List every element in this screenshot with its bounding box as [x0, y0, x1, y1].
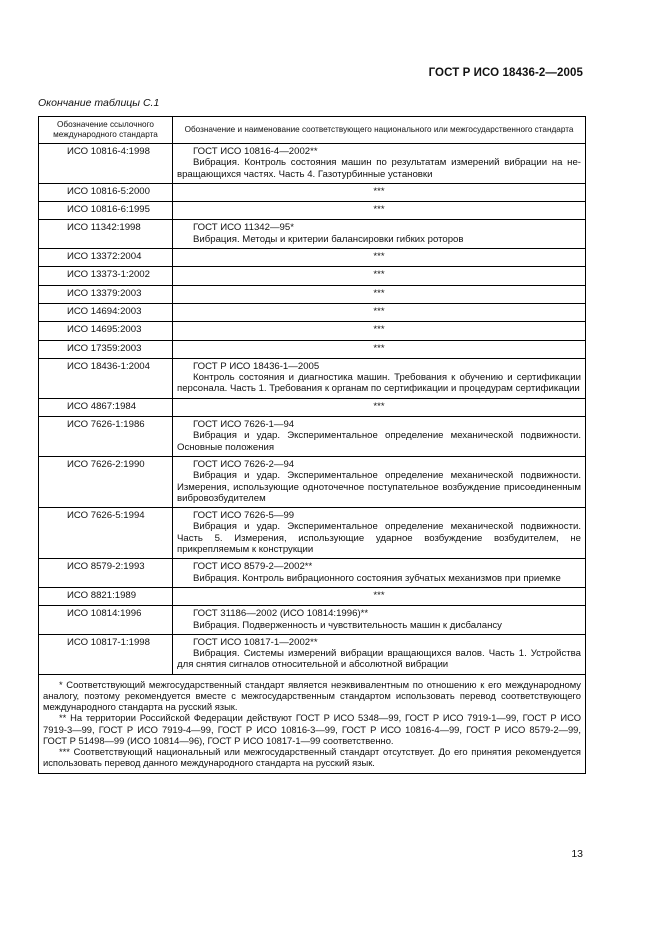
- reference-standards-table: [38, 116, 586, 774]
- national-standard-cell: [173, 634, 586, 674]
- national-standard-title: Вибрация. Контроль вибрационного состояния зубчатых механизмов при приемке: [193, 572, 561, 584]
- no-equivalent-marker: ***: [173, 202, 586, 220]
- international-standard-cell: ИСО 17359:2003: [39, 340, 173, 358]
- national-standard-cell: [173, 358, 586, 398]
- footnote-3: *** Соответствующий национальный или межгосударственный стандарт отсутствует. До его принятия рекомендуется использовать перевод данного международного стандарта на русский язык.: [43, 745, 581, 769]
- document-code: ГОСТ Р ИСО 18436-2—2005: [428, 67, 583, 79]
- international-standard-cell: ИСО 10816-5:2000: [39, 183, 173, 201]
- no-equivalent-marker: ***: [173, 285, 586, 303]
- table-row: [39, 303, 586, 321]
- no-equivalent-marker: ***: [173, 267, 586, 285]
- national-standard-cell: [173, 417, 586, 457]
- national-standard-cell: [173, 456, 586, 507]
- national-standard-title: Вибрация. Подверженность и чувствительность машин к дисбалансу: [193, 619, 502, 631]
- national-standard-code: ГОСТ ИСО 10816-4—2002**: [193, 146, 318, 157]
- footnotes-cell: [39, 674, 586, 774]
- national-standard-code: ГОСТ ИСО 8579-2—2002**: [193, 561, 313, 573]
- international-standard-cell: ИСО 13373-1:2002: [39, 267, 173, 285]
- international-standard-cell: ИСО 11342:1998: [39, 220, 173, 249]
- national-standard-code: ГОСТ ИСО 7626-2—94: [193, 458, 295, 470]
- national-standard-title: Вибрация. Системы измерений вибрации вращающихся валов. Часть 1. Устройства для снятия сигналов относительной и абсолютной вибрации: [177, 648, 581, 671]
- table-row: [39, 202, 586, 220]
- no-equivalent-marker: ***: [173, 587, 586, 605]
- no-equivalent-marker: ***: [173, 398, 586, 416]
- national-standard-title: Контроль состояния и диагностика машин. Требования к обучению и сертификации персонала. Часть 1. Требования к органам по сертификации и процедурам сертификации: [177, 372, 581, 395]
- table-caption: Окончание таблицы С.1: [38, 97, 160, 109]
- international-standard-cell: ИСО 14695:2003: [39, 322, 173, 340]
- national-standard-code: ГОСТ 31186—2002 (ИСО 10814:1996)**: [193, 608, 369, 620]
- no-equivalent-marker: ***: [173, 322, 586, 340]
- national-standard-title: Вибрация и удар. Экспериментальное определение механической подвижности. Основные положения: [177, 430, 581, 453]
- table-body: [39, 144, 586, 675]
- international-standard-cell: ИСО 7626-5:1994: [39, 508, 173, 559]
- international-standard-cell: ИСО 13379:2003: [39, 285, 173, 303]
- page-number: 13: [571, 848, 583, 860]
- national-standard-title: Вибрация. Контроль состояния машин по результатам измерений вибрации на не-вращающихся частях. Часть 4. Газотурбинные установки: [177, 157, 581, 180]
- international-standard-cell: ИСО 7626-2:1990: [39, 456, 173, 507]
- table-row: [39, 508, 586, 559]
- table-row: [39, 340, 586, 358]
- table-row: [39, 183, 586, 201]
- national-standard-code: ГОСТ ИСО 10817-1—2002**: [193, 636, 318, 648]
- national-standard-title: Вибрация и удар. Экспериментальное определение механической подвижности. Часть 5. Измерения, использующие ударное возбуждение возбудителем, не прикрепляемым к конструкции: [177, 521, 581, 556]
- international-standard-cell: ИСО 7626-1:1986: [39, 417, 173, 457]
- national-standard-title: Вибрация и удар. Экспериментальное определение механической подвижности. Измерения, использующие одноточечное поступательное возбуждение присоединенным вибровозбудителем: [177, 470, 581, 504]
- column-header-national: Обозначение и наименование соответствующего национального или межгосударственного стандарта: [173, 117, 586, 144]
- table-row: [39, 249, 586, 267]
- national-standard-cell: [173, 220, 586, 249]
- table-header-row: [39, 117, 586, 144]
- international-standard-cell: ИСО 4867:1984: [39, 398, 173, 416]
- table-row: [39, 267, 586, 285]
- no-equivalent-marker: ***: [173, 340, 586, 358]
- international-standard-cell: ИСО 10816-4:1998: [39, 144, 173, 184]
- table-row: [39, 559, 586, 588]
- international-standard-cell: ИСО 8579-2:1993: [39, 559, 173, 588]
- international-standard-cell: ИСО 8821:1989: [39, 587, 173, 605]
- table-row: [39, 322, 586, 340]
- international-standard-cell: ИСО 10814:1996: [39, 606, 173, 635]
- footnote-1: * Соответствующий межгосударственный стандарт является неэквивалентным по отношению к его международному аналогу, поэтому рекомендуется вместе с межгосударственным стандартом использовать перевод соответствующего международного стандарта на русский язык.: [43, 678, 581, 713]
- table-row: [39, 358, 586, 398]
- international-standard-cell: ИСО 18436-1:2004: [39, 358, 173, 398]
- table-row: [39, 456, 586, 507]
- international-standard-cell: ИСО 10816-6:1995: [39, 202, 173, 220]
- national-standard-code: ГОСТ Р ИСО 18436-1—2005: [193, 360, 320, 372]
- footnote-2: ** На территории Российской Федерации действуют ГОСТ Р ИСО 5348—99, ГОСТ Р ИСО 7919-1—99, ГОСТ Р ИСО 7919-3—99, ГОСТ Р ИСО 7919-4—99, ГОСТ Р ИСО 10816-3—99, ГОСТ Р ИСО 10816-4—99, ГОСТ Р ИСО 8579-2—99, ГОСТ Р 51498—99 (ИСО 10814—96), ГОСТ Р ИСО 10817-1—99 соответственно.: [43, 712, 581, 746]
- national-standard-cell: [173, 508, 586, 559]
- international-standard-cell: ИСО 14694:2003: [39, 303, 173, 321]
- national-standard-cell: [173, 606, 586, 635]
- table-row: [39, 144, 586, 184]
- table-row: [39, 606, 586, 635]
- national-standard-cell: [173, 559, 586, 588]
- table-row: [39, 398, 586, 416]
- table-row: [39, 634, 586, 674]
- table-row: [39, 285, 586, 303]
- national-standard-code: ГОСТ ИСО 7626-1—94: [193, 419, 295, 431]
- footnotes-row: [39, 674, 586, 774]
- table-row: [39, 587, 586, 605]
- international-standard-cell: ИСО 13372:2004: [39, 249, 173, 267]
- no-equivalent-marker: ***: [173, 249, 586, 267]
- national-standard-title: Вибрация. Методы и критерии балансировки гибких роторов: [193, 233, 464, 245]
- column-header-international: Обозначение ссылочного международного стандарта: [39, 117, 173, 144]
- no-equivalent-marker: ***: [173, 183, 586, 201]
- no-equivalent-marker: ***: [173, 303, 586, 321]
- national-standard-cell: [173, 144, 586, 184]
- national-standard-code: ГОСТ ИСО 11342—95*: [193, 222, 294, 234]
- table-row: [39, 220, 586, 249]
- international-standard-cell: ИСО 10817-1:1998: [39, 634, 173, 674]
- table-row: [39, 417, 586, 457]
- national-standard-code: ГОСТ ИСО 7626-5—99: [193, 510, 295, 522]
